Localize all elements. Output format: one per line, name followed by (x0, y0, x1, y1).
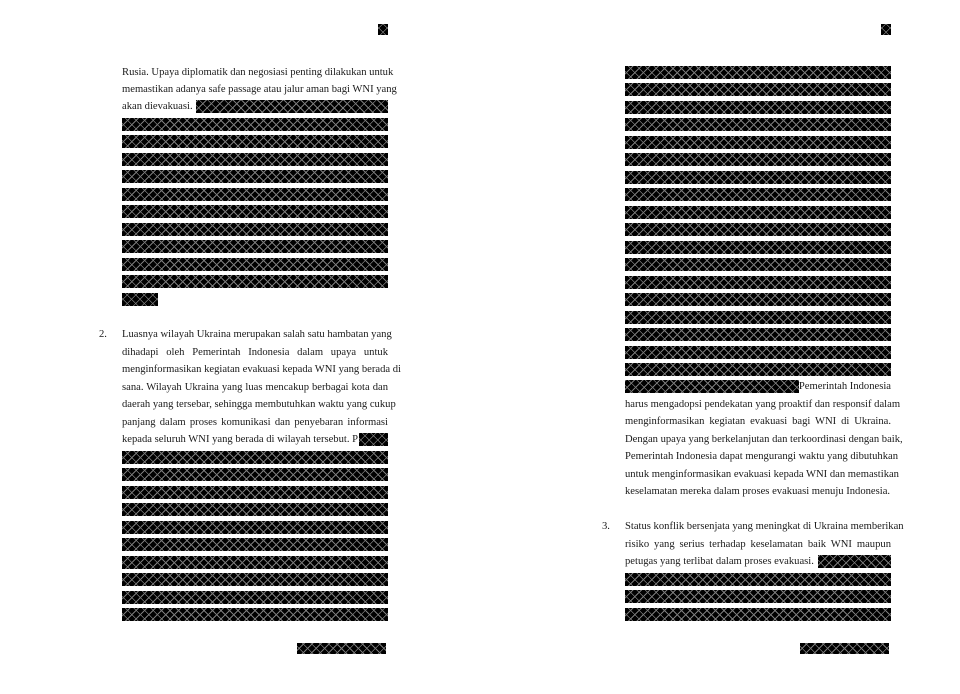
redaction-bar (122, 275, 388, 288)
redacted-footer (800, 643, 889, 654)
redaction-bar (625, 241, 891, 254)
redacted-page-marker (881, 24, 891, 35)
redaction-bar (625, 258, 891, 271)
redaction-bar (625, 380, 799, 393)
text-line: Pemerintah Indonesia (625, 380, 891, 393)
redaction-bar (122, 258, 388, 271)
redaction-bar (122, 451, 388, 464)
redaction-bar (122, 240, 388, 253)
text-line: keselamatan mereka dalam proses evakuasi menuju Indonesia. (625, 486, 891, 497)
redaction-bar (625, 83, 891, 96)
redaction-bar (122, 293, 158, 306)
redaction-bar (818, 555, 891, 568)
redaction-bar (625, 311, 891, 324)
redaction-bar (625, 136, 891, 149)
text-line: Luasnya wilayah Ukraina merupakan salah satu hambatan yang (122, 329, 392, 340)
redaction-bar (122, 468, 388, 481)
redaction-bar (625, 101, 891, 114)
redaction-bar (122, 573, 388, 586)
redaction-bar (122, 135, 388, 148)
redaction-bar (122, 486, 388, 499)
list-number: 3. (602, 521, 610, 532)
redaction-bar (122, 503, 388, 516)
redaction-bar (196, 100, 388, 113)
redaction-bar (122, 118, 388, 131)
redaction-bar (122, 205, 388, 218)
redaction-bar (625, 590, 891, 603)
text-line: daerah yang tersebar, sehingga membutuhkan waktu yang cukup (122, 399, 396, 410)
redaction-bar (122, 170, 388, 183)
redaction-bar (122, 591, 388, 604)
redaction-bar (122, 188, 388, 201)
text-line: Status konflik bersenjata yang meningkat di Ukraina memberikan (625, 521, 904, 532)
redaction-bar (122, 608, 388, 621)
redaction-bar (625, 188, 891, 201)
redaction-bar (122, 153, 388, 166)
text-line: menginformasikan kegiatan evakuasi kepada WNI yang berada di (122, 364, 401, 375)
text-line: petugas yang terlibat dalam proses evakuasi. (625, 555, 891, 568)
redaction-bar (625, 171, 891, 184)
redaction-bar (122, 538, 388, 551)
redaction-bar (625, 118, 891, 131)
redaction-bar (625, 153, 891, 166)
redaction-bar (122, 521, 388, 534)
redaction-bar (122, 223, 388, 236)
redaction-bar (625, 223, 891, 236)
redaction-bar (359, 433, 388, 446)
redacted-footer (297, 643, 386, 654)
redaction-bar (625, 293, 891, 306)
text-line: kepada seluruh WNI yang berada di wilayah tersebut. P (122, 433, 388, 446)
text-line: akan dievakuasi. (122, 100, 388, 113)
text-line: untuk menginformasikan evakuasi kepada WNI dan memastikan (625, 469, 899, 480)
redaction-bar (625, 276, 891, 289)
redaction-bar (625, 608, 891, 621)
redaction-bar (625, 363, 891, 376)
redacted-page-marker (378, 24, 388, 35)
text-line: panjang dalam proses komunikasi dan penyebaran informasi (122, 417, 388, 428)
text-line: Dengan upaya yang berkelanjutan dan terkoordinasi dengan baik, (625, 434, 903, 445)
list-number: 2. (99, 329, 107, 340)
text-line: risiko yang serius terhadap keselamatan baik WNI maupun (625, 539, 891, 550)
text-line: dihadapi oleh Pemerintah Indonesia dalam upaya untuk (122, 347, 388, 358)
redaction-bar (625, 66, 891, 79)
text-line: Pemerintah Indonesia dapat mengurangi waktu yang dibutuhkan (625, 451, 899, 462)
text-line: sana. Wilayah Ukraina yang luas mencakup berbagai kota dan (122, 382, 388, 393)
text-line: memastikan adanya safe passage atau jalur aman bagi WNI yang (122, 84, 397, 95)
right-page (480, 0, 960, 694)
text-line: Rusia. Upaya diplomatik dan negosiasi penting dilakukan untuk (122, 67, 394, 78)
redaction-bar (625, 206, 891, 219)
redaction-bar (122, 556, 388, 569)
redaction-bar (625, 346, 891, 359)
redaction-bar (625, 573, 891, 586)
text-line: menginformasikan kegiatan evakuasi bagi WNI di Ukraina. (625, 416, 891, 427)
text-line: harus mengadopsi pendekatan yang proaktif dan responsif dalam (625, 399, 901, 410)
redaction-bar (625, 328, 891, 341)
